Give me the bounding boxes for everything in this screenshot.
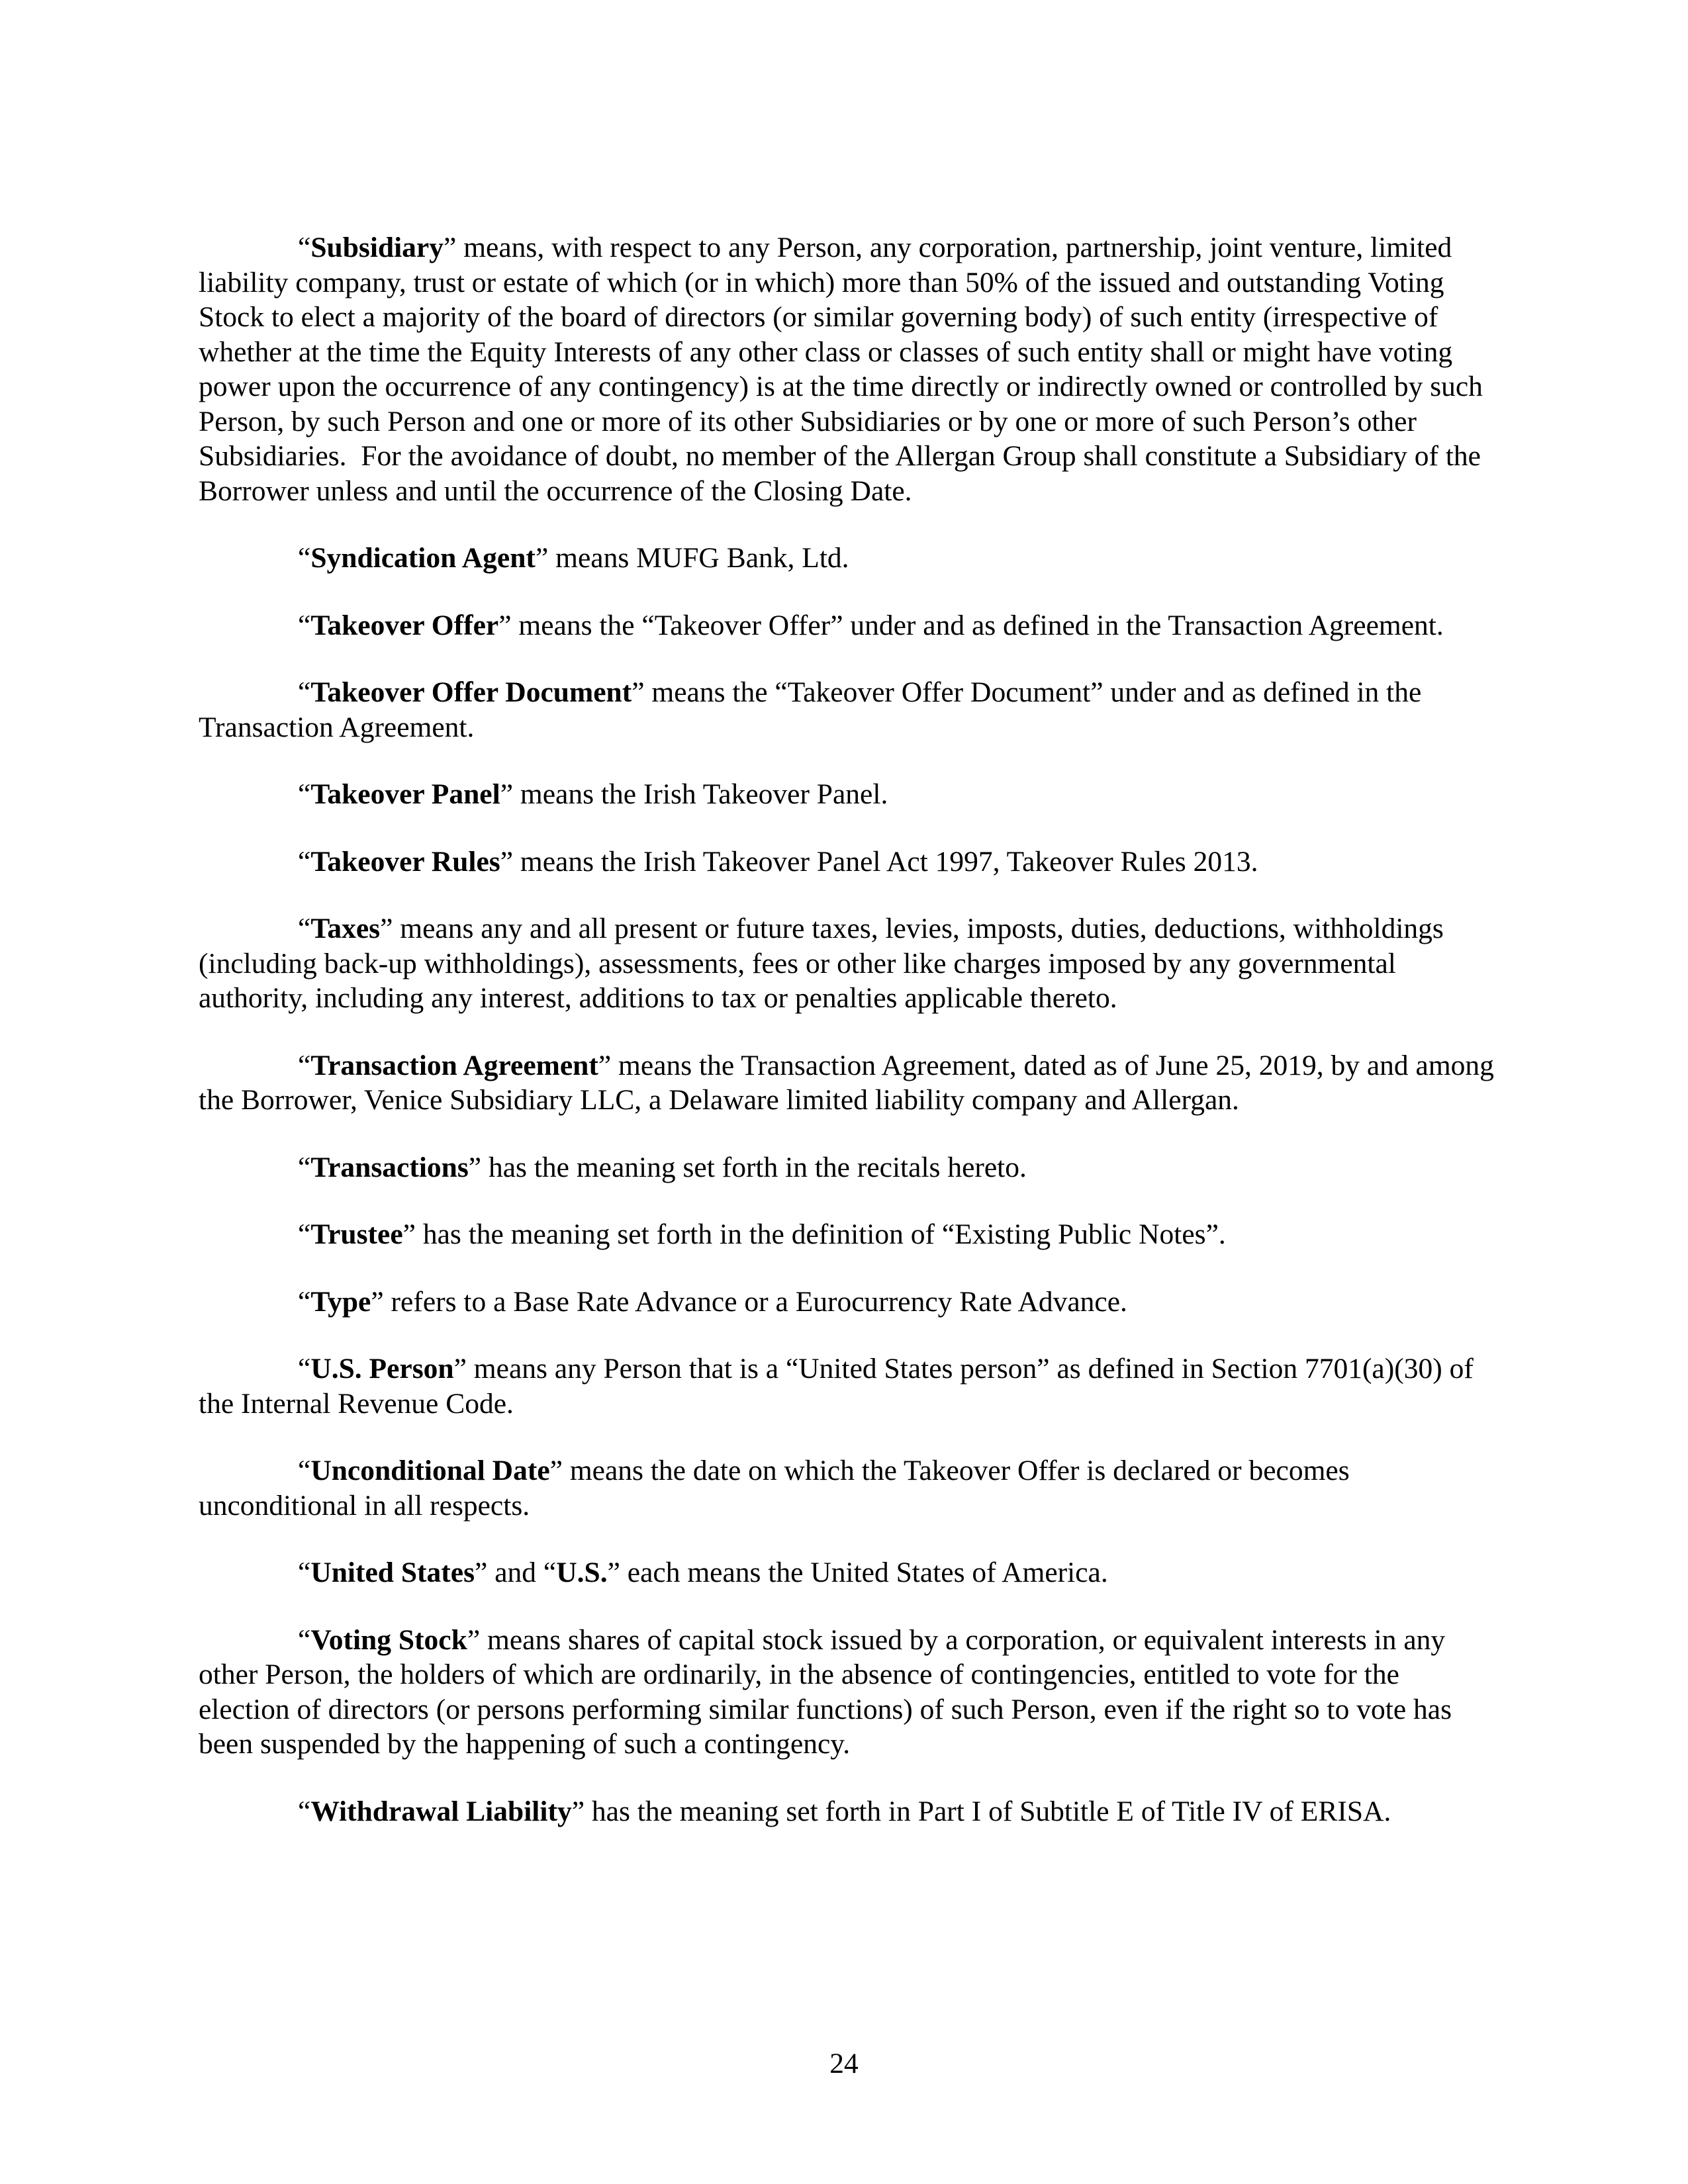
definition-syndication-agent — [199, 541, 1496, 576]
definition-text: means the date on which the Takeover Offer is declared or becomes unconditional in all respects. — [199, 1455, 1350, 1522]
open-quote: “ — [298, 542, 311, 574]
open-quote: “ — [543, 1557, 557, 1588]
defined-term: Voting Stock — [310, 1623, 467, 1656]
open-quote: “ — [298, 676, 311, 708]
defined-term: Takeover Rules — [310, 845, 500, 878]
definition-unconditional-date — [199, 1453, 1496, 1523]
open-quote: “ — [298, 913, 311, 944]
defined-term: Takeover Panel — [310, 778, 500, 810]
close-quote: ” — [453, 1353, 467, 1385]
defined-term: Takeover Offer — [310, 609, 499, 641]
definition-united-states — [199, 1555, 1496, 1590]
close-quote: ” — [500, 778, 514, 810]
defined-term: U.S. — [556, 1557, 608, 1588]
defined-term: Unconditional Date — [310, 1455, 550, 1486]
open-quote: “ — [298, 1795, 311, 1827]
close-quote: ” — [371, 1285, 384, 1318]
open-quote: “ — [298, 1455, 311, 1486]
definition-text: means the Irish Takeover Panel. — [513, 778, 888, 810]
definition-transaction-agreement — [199, 1048, 1496, 1118]
open-quote: “ — [298, 1151, 311, 1183]
definition-text: has the meaning set forth in Part I of Subtitle E of Title IV of ERISA. — [585, 1795, 1391, 1827]
definition-text: and — [487, 1557, 543, 1588]
open-quote: “ — [298, 1623, 311, 1656]
defined-term: Transactions — [310, 1151, 469, 1183]
definition-subsidiary — [199, 230, 1496, 508]
open-quote: “ — [298, 1218, 311, 1250]
close-quote: ” — [598, 1049, 612, 1081]
close-quote: ” — [607, 1557, 620, 1588]
definition-text: means the Transaction Agreement, dated as of June 25, 2019, by and among the Borrower, Venice Subsidiary LLC, a Delaware limited liability company and Allergan. — [199, 1049, 1494, 1116]
definition-takeover-rules — [199, 844, 1496, 880]
definition-takeover-panel — [199, 777, 1496, 812]
defined-term: Syndication Agent — [310, 542, 536, 574]
definition-taxes — [199, 911, 1496, 1016]
close-quote: ” — [467, 1623, 481, 1656]
close-quote: ” — [402, 1218, 416, 1250]
definition-text: means shares of capital stock issued by a corporation, or equivalent interests in any other Person, the holders of which are ordinarily, in the absence of contingencies, entitled to vote for the election of directors (or persons performing similar functions) of such Person, even if the right so to vote has been suspended by the happening of such a contingency. — [199, 1623, 1452, 1760]
definition-takeover-offer-document — [199, 675, 1496, 745]
definition-text: has the meaning set forth in the recitals hereto. — [481, 1151, 1027, 1183]
defined-term: Type — [310, 1285, 371, 1318]
open-quote: “ — [298, 1285, 311, 1318]
definition-text: means any Person that is a “United States person” as defined in Section 7701(a)(30) of the Internal Revenue Code. — [199, 1353, 1474, 1420]
close-quote: ” — [468, 1151, 482, 1183]
defined-term: Withdrawal Liability — [310, 1795, 572, 1827]
defined-term: Trustee — [310, 1218, 403, 1250]
close-quote: ” — [380, 913, 393, 944]
close-quote: ” — [571, 1795, 585, 1827]
defined-term: United States — [310, 1557, 475, 1588]
page-number: 24 — [829, 2048, 859, 2079]
definition-text: means the “Takeover Offer” under and as defined in the Transaction Agreement. — [511, 609, 1444, 641]
open-quote: “ — [298, 1353, 311, 1385]
definition-text: means any and all present or future taxes, levies, imposts, duties, deductions, withholdings (including back-up withholdings), assessments, fees or other like charges imposed by any governmental authority, including any interest, additions to tax or penalties applicable thereto. — [199, 913, 1444, 1014]
definition-type — [199, 1285, 1496, 1320]
defined-term: Subsidiary — [310, 232, 444, 263]
definition-transactions — [199, 1150, 1496, 1185]
open-quote: “ — [298, 232, 311, 263]
close-quote: ” — [475, 1557, 488, 1588]
close-quote: ” — [500, 845, 514, 878]
definition-us-person — [199, 1351, 1496, 1421]
definition-text: each means the United States of America. — [620, 1557, 1108, 1588]
open-quote: “ — [298, 609, 311, 641]
definition-voting-stock — [199, 1623, 1496, 1762]
document-body — [199, 230, 1496, 1861]
open-quote: “ — [298, 778, 311, 810]
definition-text: means the Irish Takeover Panel Act 1997, Takeover Rules 2013. — [513, 845, 1258, 878]
definition-text: means, with respect to any Person, any corporation, partnership, joint venture, limited liability company, trust or estate of which (or in which) more than 50% of the issued and outstanding Voting Stock to elect a majority of the board of directors (or similar governing body) of such entity (irrespective of whether at the time the Equity Interests of any other class or classes of such entity shall or might have voting power upon the occurrence of any contingency) is at the time directly or indirectly owned or controlled by such Person, by such Person and one or more of its other Subsidiaries or by one or more of such Person’s other Subsidiaries. For the avoidance of doubt, no member of the Allergan Group shall constitute a Subsidiary of the Borrower unless and until the occurrence of the Closing Date. — [199, 232, 1490, 507]
close-quote: ” — [498, 609, 512, 641]
close-quote: ” — [444, 232, 457, 263]
defined-term: Taxes — [310, 913, 381, 944]
close-quote: ” — [632, 676, 645, 708]
definition-withdrawal-liability — [199, 1794, 1496, 1829]
defined-term: Transaction Agreement — [310, 1049, 598, 1081]
open-quote: “ — [298, 1049, 311, 1081]
definition-takeover-offer — [199, 608, 1496, 643]
definition-text: refers to a Base Rate Advance or a Eurocurrency Rate Advance. — [383, 1285, 1127, 1318]
open-quote: “ — [298, 845, 311, 878]
close-quote: ” — [535, 542, 549, 574]
definition-text: means the “Takeover Offer Document” under and as defined in the Transaction Agreement. — [199, 676, 1422, 743]
defined-term: Takeover Offer Document — [310, 676, 632, 708]
defined-term: U.S. Person — [310, 1353, 454, 1385]
open-quote: “ — [298, 1557, 311, 1588]
definition-trustee — [199, 1217, 1496, 1252]
definition-text: means MUFG Bank, Ltd. — [548, 542, 849, 574]
close-quote: ” — [549, 1455, 563, 1486]
definition-text: has the meaning set forth in the definition of “Existing Public Notes”. — [415, 1218, 1226, 1250]
